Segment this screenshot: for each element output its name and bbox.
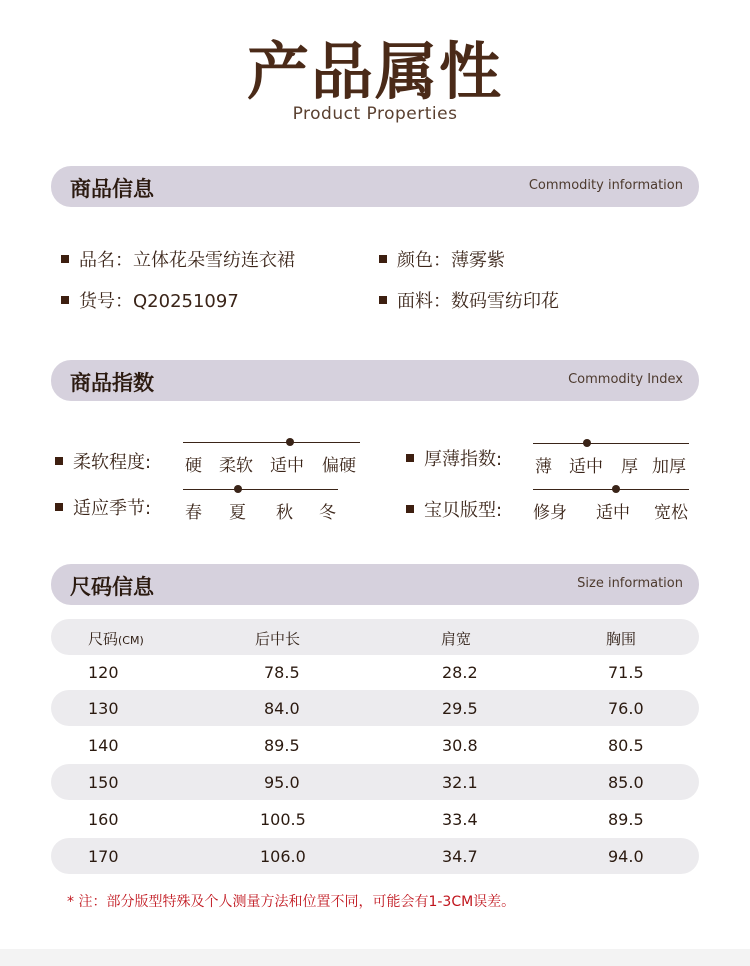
cell-shoulder: 29.5 xyxy=(442,699,478,718)
cell-chest: 76.0 xyxy=(608,699,644,718)
product-color: 颜色：薄雾紫 xyxy=(379,246,505,272)
cell-shoulder: 33.4 xyxy=(442,810,478,829)
scale-marker xyxy=(286,438,294,446)
cell-size: 160 xyxy=(88,810,119,829)
index-season-label: 适应季节: xyxy=(55,494,151,520)
scale-option: 偏硬 xyxy=(322,456,356,476)
cell-back-length: 100.5 xyxy=(260,810,306,829)
scale-marker xyxy=(583,439,591,447)
scale-option: 适中 xyxy=(596,503,630,523)
cell-size: 150 xyxy=(88,773,119,792)
index-fit-scale xyxy=(533,489,689,529)
scale-line xyxy=(183,442,360,443)
section-title-en: Commodity information xyxy=(528,178,683,193)
section-title-cn: 尺码信息 xyxy=(70,575,154,599)
cell-size: 120 xyxy=(88,663,119,682)
scale-line xyxy=(533,443,689,444)
cell-size: 170 xyxy=(88,847,119,866)
index-fit-label: 宝贝版型: xyxy=(406,496,502,522)
cell-back-length: 95.0 xyxy=(264,773,300,792)
table-row xyxy=(51,838,699,874)
scale-option: 宽松 xyxy=(654,503,688,523)
cell-size: 130 xyxy=(88,699,119,718)
cell-chest: 71.5 xyxy=(608,663,644,682)
scale-option: 秋 xyxy=(276,503,293,523)
scale-option: 适中 xyxy=(569,457,603,477)
bullet-icon xyxy=(55,457,63,465)
scale-line xyxy=(533,489,689,490)
bullet-icon xyxy=(55,503,63,511)
page-subtitle: Product Properties xyxy=(292,104,458,124)
index-thickness-label: 厚薄指数: xyxy=(406,445,502,471)
table-header-row xyxy=(51,619,699,655)
header-shoulder: 肩宽 xyxy=(441,630,472,648)
table-row xyxy=(51,801,699,837)
cell-chest: 80.5 xyxy=(608,736,644,755)
scale-option: 硬 xyxy=(185,456,202,476)
product-fabric: 面料：数码雪纺印花 xyxy=(379,287,559,313)
cell-back-length: 84.0 xyxy=(264,699,300,718)
scale-option: 冬 xyxy=(319,503,336,523)
scale-option: 夏 xyxy=(229,503,246,523)
section-title-cn: 商品信息 xyxy=(70,177,154,201)
index-softness-scale xyxy=(183,442,360,482)
index-season-scale xyxy=(183,489,338,529)
table-row xyxy=(51,654,699,690)
cell-back-length: 78.5 xyxy=(264,663,300,682)
cell-chest: 89.5 xyxy=(608,810,644,829)
bullet-icon xyxy=(61,296,69,304)
cell-shoulder: 30.8 xyxy=(442,736,478,755)
cell-shoulder: 34.7 xyxy=(442,847,478,866)
scale-option: 修身 xyxy=(533,503,567,523)
section-header-size xyxy=(51,564,699,605)
page-title: 产品属性 xyxy=(246,35,503,108)
section-header-index xyxy=(51,360,699,401)
cell-shoulder: 32.1 xyxy=(442,773,478,792)
product-sku: 货号：Q20251097 xyxy=(61,287,239,313)
product-name: 品名：立体花朵雪纺连衣裙 xyxy=(61,246,295,272)
header-size: 尺码(CM) xyxy=(88,630,144,648)
measurement-note: * 注：部分版型特殊及个人测量方法和位置不同，可能会有1-3CM误差。 xyxy=(67,894,516,910)
cell-shoulder: 28.2 xyxy=(442,663,478,682)
scale-marker xyxy=(234,485,242,493)
scale-option: 柔软 xyxy=(219,456,253,476)
section-title-en: Commodity Index xyxy=(568,372,683,387)
table-row xyxy=(51,727,699,763)
scale-line xyxy=(183,489,338,490)
table-row xyxy=(51,764,699,800)
scale-option: 加厚 xyxy=(652,457,686,477)
cell-back-length: 89.5 xyxy=(264,736,300,755)
header-unit: (CM) xyxy=(118,634,144,647)
scale-option: 厚 xyxy=(621,457,638,477)
table-row xyxy=(51,690,699,726)
header-back-length: 后中长 xyxy=(255,630,301,648)
bullet-icon xyxy=(406,505,414,513)
cell-chest: 85.0 xyxy=(608,773,644,792)
index-softness-label: 柔软程度: xyxy=(55,448,151,474)
scale-marker xyxy=(612,485,620,493)
index-thickness-scale xyxy=(533,443,689,483)
cell-size: 140 xyxy=(88,736,119,755)
cell-chest: 94.0 xyxy=(608,847,644,866)
section-title-cn: 商品指数 xyxy=(70,371,154,395)
bullet-icon xyxy=(61,255,69,263)
scale-option: 春 xyxy=(185,503,202,523)
header-chest: 胸围 xyxy=(606,630,637,648)
section-title-en: Size information xyxy=(577,576,683,591)
bullet-icon xyxy=(406,454,414,462)
scale-option: 适中 xyxy=(270,456,304,476)
bullet-icon xyxy=(379,296,387,304)
bullet-icon xyxy=(379,255,387,263)
section-header-info xyxy=(51,166,699,207)
scale-option: 薄 xyxy=(535,457,552,477)
cell-back-length: 106.0 xyxy=(260,847,306,866)
bottom-divider xyxy=(0,949,750,966)
